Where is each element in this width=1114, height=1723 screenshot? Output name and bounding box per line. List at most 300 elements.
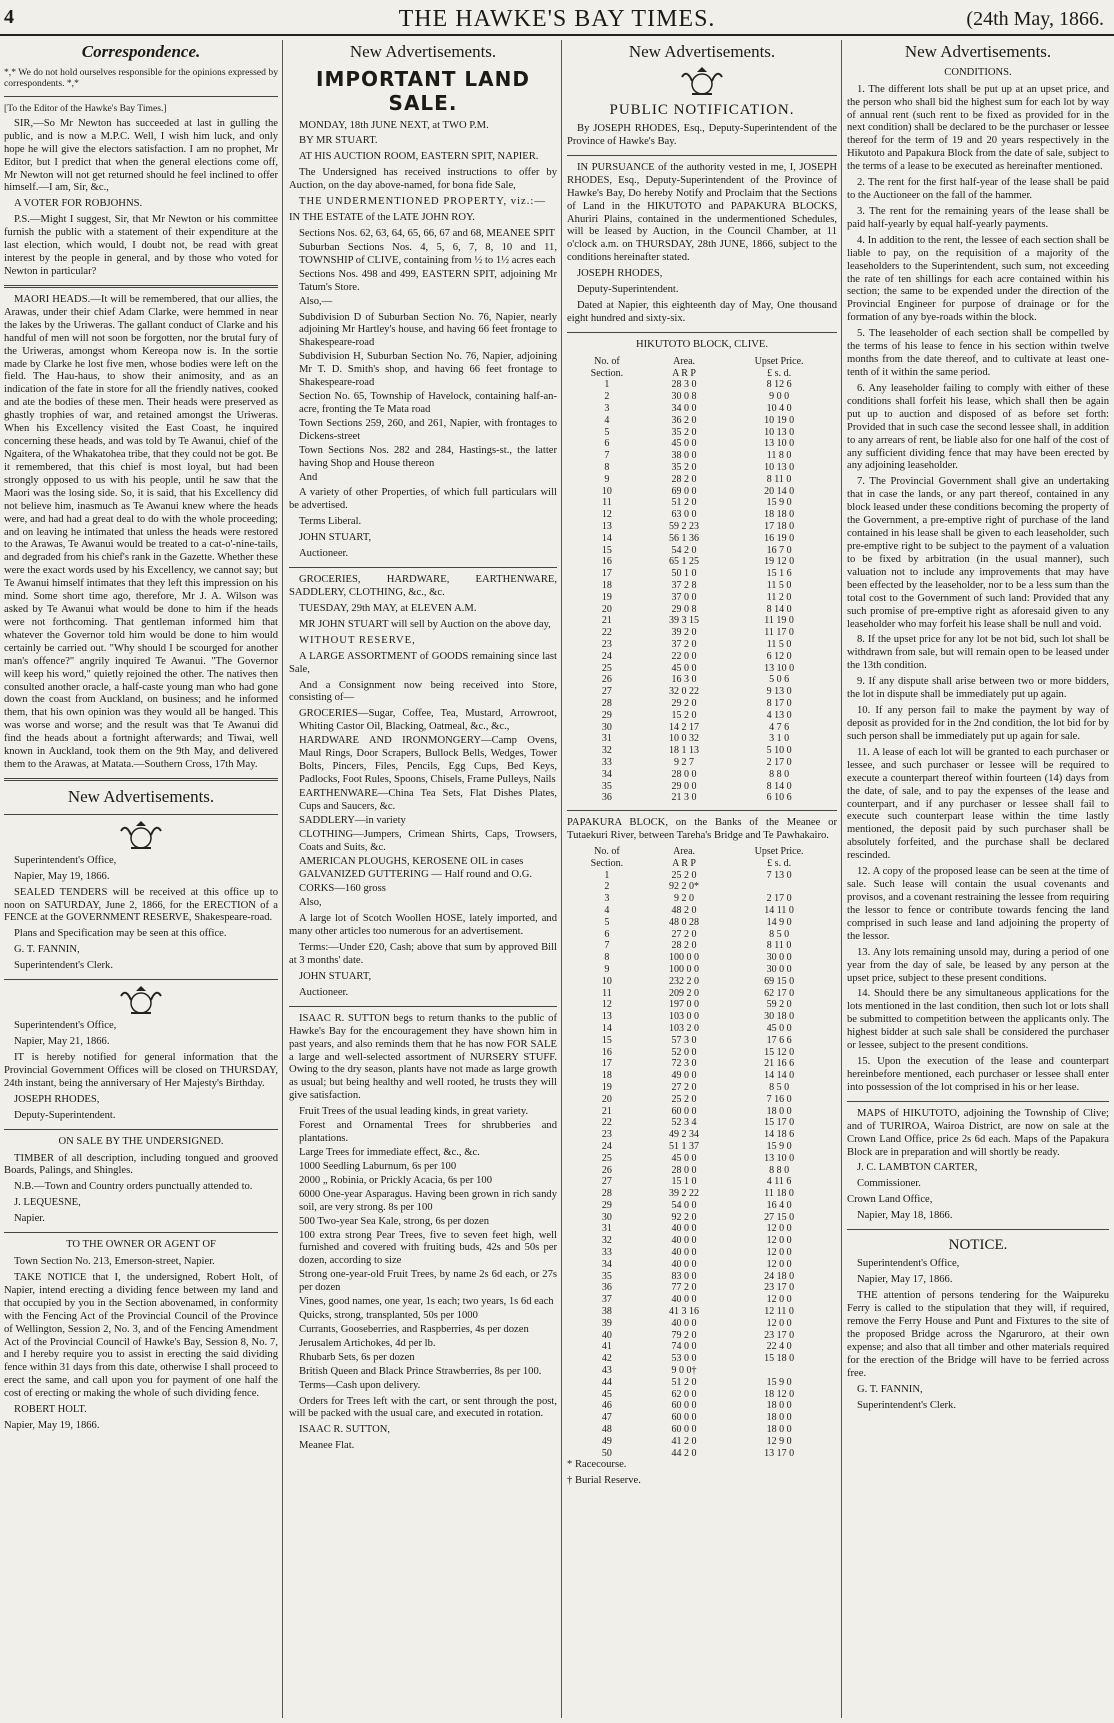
table-cell: 4 11 6 [766, 1176, 792, 1188]
column-header: Section. [590, 857, 624, 869]
table-cell: 209 2 0 [669, 987, 700, 999]
table-cell: 10 [601, 975, 612, 987]
table-row [567, 952, 837, 964]
tender-office: Superintendent's Office, [14, 854, 117, 866]
table-row [567, 1294, 837, 1306]
table-cell: 27 [601, 686, 612, 698]
table-row [567, 1436, 837, 1448]
table-cell: 232 2 0 [669, 975, 700, 987]
letter-body: SIR,—So Mr Newton has succeeded at last in gulling the public, and is now a M.P.C. Well, I wish him luck, and only hope he will give the electors satisfaction. I am no prophet, Mr Editor, but I predict that when the general elections come off, Mr Newton will not get returned should he feel inclined to offer himself.—I am, Sir, &c., [4, 117, 278, 194]
table-cell: 72 3 0 [671, 1058, 697, 1070]
table-cell: 5 10 0 [766, 745, 792, 757]
timber-sale-place: Napier. [14, 1213, 45, 1225]
table-cell: 10 [601, 485, 612, 497]
notice-body: THE attention of persons tendering for the Waipureku Ferry is called to the stipulation that they will, if required, remove the Ferry House and Punt and Fixtures to the site of the proposed Bridge across the Ngaruroro, at their own expense; and also that all timber and other materials required for the erection of the Bridge will have to be ferried across free. [847, 1290, 1109, 1379]
list-item: HARDWARE AND IRONMONGERY—Camp Ovens, Maul Rings, Door Scrapers, Bullock Bells, Wedges, Tower Bolts, Pincers, Files, Pencils, Egg Cups, Bed Keys, Padlocks, Foot Rules, Spoons, Chisels, Frame Pulleys, Nails [299, 735, 557, 785]
papakura-rows [567, 870, 837, 1460]
list-item: Rhubarb Sets, 6s per dozen [299, 1351, 415, 1363]
table-cell: 11 8 0 [766, 450, 792, 462]
table-row [567, 674, 837, 686]
table-cell: 28 0 0 [671, 768, 697, 780]
table-cell: 24 [601, 650, 612, 662]
table-row [567, 663, 837, 675]
table-cell: 23 17 0 [764, 1329, 795, 1341]
table-cell: 4 7 6 [769, 721, 790, 733]
table-cell: 35 [601, 780, 612, 792]
table-cell: 4 13 0 [766, 709, 792, 721]
groceries-also: Also, [299, 897, 322, 909]
groceries-intro: MR JOHN STUART will sell by Auction on the above day, [299, 618, 551, 630]
table-cell: 13 10 0 [764, 1152, 795, 1164]
table-cell: 16 [601, 1046, 612, 1058]
table-row [567, 651, 837, 663]
groceries-terms: Terms:—Under £20, Cash; above that sum by approved Bill at 3 months' date. [289, 942, 557, 966]
table-cell: 20 [601, 603, 612, 615]
list-item: 500 Two-year Sea Kale, strong, 6s per dozen [299, 1215, 489, 1227]
table-cell: 38 0 0 [671, 450, 697, 462]
table-cell: 10 13 0 [764, 462, 795, 474]
owner-notice-date: Napier, May 19, 1866. [4, 1420, 100, 1432]
column-header: Area. [673, 845, 696, 857]
royal-crest-icon [116, 986, 166, 1016]
table-row [567, 722, 837, 734]
table-cell: 9 0 0 [769, 391, 790, 403]
table-cell: 40 0 0 [671, 1235, 697, 1247]
table-row [567, 1117, 837, 1129]
table-row [567, 391, 837, 403]
table-cell: 41 [601, 1341, 612, 1353]
table-cell: 17 18 0 [764, 521, 795, 533]
table-cell: 54 2 0 [671, 544, 697, 556]
land-sale-location: AT HIS AUCTION ROOM, EASTERN SPIT, NAPIER. [299, 151, 539, 163]
table-row [567, 415, 837, 427]
table-cell: 37 2 8 [671, 580, 697, 591]
table-cell: 17 [601, 1058, 612, 1070]
table-cell: 24 [601, 1140, 612, 1152]
table-row [567, 1106, 837, 1118]
column-2 [289, 40, 557, 1718]
divider [4, 778, 278, 781]
new-advertisements-heading: New Advertisements. [904, 42, 1052, 61]
condition-item: 12. A copy of the proposed lease can be seen at the time of sale. Such lease will contain the usual covenants and provisos, and a covenant restraining the lessee from requiring the lessor to fence or contribute towards fencing the land comprised in such lease and land adjoining the property of the lessor. [847, 866, 1109, 942]
condition-item: 10. If any person fail to make the payment by way of deposit as provided for in the 2nd condition, the lot bid for by such person shall be immediately put up again for sale. [847, 705, 1109, 742]
list-item: CLOTHING—Jumpers, Crimean Shirts, Caps, Trowsers, Coats and Suits, &c. [299, 828, 557, 853]
table-cell: 8 14 0 [766, 780, 792, 792]
column-4 [847, 40, 1109, 1718]
land-sale-variety: A variety of other Properties, of which full particulars will be advertised. [289, 487, 557, 512]
land-sale-signature-title: Auctioneer. [299, 548, 349, 560]
list-item: British Queen and Black Prince Strawberries, 8s per 100. [299, 1365, 542, 1377]
table-row [567, 745, 837, 757]
table-cell: 14 18 6 [764, 1129, 795, 1141]
list-item: Sections Nos. 498 and 499, EASTERN SPIT, adjoining Mr Tatum's Store. [299, 268, 557, 293]
table-cell: 11 [602, 497, 612, 509]
table-cell: 15 1 6 [766, 568, 792, 580]
list-item: Subdivision H, Suburban Section No. 76, Napier, adjoining Mr T. D. Smith's shop, and having 66 feet frontage to Shakespeare-road [299, 351, 557, 389]
table-cell: 48 0 28 [669, 916, 700, 928]
table-cell: 29 2 0 [671, 697, 697, 709]
table-cell: 26 [601, 1164, 612, 1176]
table-cell: 15 [601, 1034, 612, 1046]
table-cell: 35 [601, 1270, 612, 1282]
table-row [567, 545, 837, 557]
table-row [567, 1400, 837, 1412]
tender-plans: Plans and Specification may be seen at this office. [14, 928, 227, 940]
table-cell: 3 [604, 893, 610, 905]
table-row [567, 733, 837, 745]
table-cell: 29 [601, 709, 612, 721]
footnote-burial-reserve: † Burial Reserve. [567, 1475, 641, 1487]
land-sale-date: MONDAY, 18th JUNE NEXT, at TWO P.M. [299, 119, 489, 131]
table-cell: 51 2 0 [671, 497, 697, 509]
tender-signature-title: Superintendent's Clerk. [14, 960, 114, 972]
table-row [567, 379, 837, 391]
table-row [567, 757, 837, 769]
table-cell: 45 0 0 [766, 1022, 792, 1034]
table-cell: 33 [601, 756, 612, 768]
table-cell: 39 2 22 [669, 1188, 700, 1200]
table-cell: 28 2 0 [671, 473, 697, 485]
new-advertisements-heading: New Advertisements. [67, 787, 215, 807]
divider [289, 567, 557, 568]
table-cell: 59 2 23 [669, 521, 700, 533]
table-cell: 14 9 0 [766, 916, 792, 928]
table-cell: 15 9 0 [766, 497, 792, 509]
table-row [567, 781, 837, 793]
table-cell: 40 0 0 [671, 1223, 697, 1235]
table-row [567, 1082, 837, 1094]
correspondence-heading: Correspondence. [81, 42, 201, 61]
table-row [567, 999, 837, 1011]
table-cell: 13 10 0 [764, 662, 795, 674]
table-row [567, 474, 837, 486]
table-row [567, 870, 837, 882]
table-row [567, 1165, 837, 1177]
table-cell: 18 0 0 [766, 1400, 792, 1412]
table-row [567, 1188, 837, 1200]
table-cell: 38 [601, 1306, 612, 1318]
column-rule [841, 40, 842, 1718]
table-cell: 19 12 0 [764, 556, 795, 568]
table-cell: 20 [601, 1093, 612, 1105]
table-cell: 79 2 0 [671, 1329, 697, 1341]
table-cell: 23 17 0 [764, 1282, 795, 1294]
table-cell: 60 0 0 [671, 1412, 697, 1424]
table-cell: 13 17 0 [764, 1447, 795, 1459]
timber-sale-heading: ON SALE BY THE UNDERSIGNED. [58, 1135, 224, 1147]
holiday-signature: JOSEPH RHODES, [14, 1093, 100, 1105]
table-cell: 11 5 0 [766, 580, 792, 591]
table-cell: 35 2 0 [671, 426, 697, 438]
table-cell: 20 14 0 [764, 485, 795, 497]
table-cell: 16 7 0 [766, 544, 792, 556]
table-cell: 92 2 0* [669, 881, 700, 893]
list-item: 2000 „ Robinia, or Prickly Acacia, 6s per 100 [299, 1174, 492, 1186]
table-row [567, 1035, 837, 1047]
owner-notice-signature: ROBERT HOLT. [14, 1404, 87, 1416]
table-row [567, 556, 837, 568]
conditions-heading: CONDITIONS. [944, 66, 1012, 78]
table-cell: 30 [601, 1211, 612, 1223]
table-cell: 25 [601, 1152, 612, 1164]
table-cell: 48 2 0 [671, 904, 697, 916]
table-cell: 8 [604, 952, 610, 964]
table-cell: 39 [601, 1317, 612, 1329]
table-cell: 83 0 0 [671, 1270, 697, 1282]
table-row [567, 533, 837, 545]
table-cell: 21 16 6 [764, 1058, 795, 1070]
table-cell: 11 [602, 987, 612, 999]
royal-crest-icon [116, 821, 166, 851]
column-header: Upset Price. [754, 845, 804, 857]
table-cell: 28 0 0 [671, 1164, 697, 1176]
table-row [567, 1247, 837, 1259]
table-cell: 3 [604, 403, 610, 415]
holiday-signature-title: Deputy-Superintendent. [14, 1109, 116, 1121]
groceries-hose: A large lot of Scotch Woollen HOSE, lately imported, and many other articles too numerous for an advertisement. [289, 913, 557, 938]
table-row [567, 1282, 837, 1294]
table-cell: 16 [601, 556, 612, 568]
table-cell: 32 [601, 1235, 612, 1247]
table-cell: 39 3 15 [669, 615, 700, 627]
table-cell: 27 2 0 [671, 928, 697, 940]
table-row [567, 1353, 837, 1365]
royal-crest-icon [677, 67, 727, 97]
table-cell: 2 [604, 881, 610, 893]
list-item: Currants, Gooseberries, and Raspberries, 4s per dozen [299, 1323, 529, 1335]
divider [289, 1006, 557, 1007]
table-cell: 46 [601, 1400, 612, 1412]
table-cell: 1 [604, 379, 610, 391]
sutton-terms: Terms—Cash upon delivery. [299, 1379, 421, 1391]
table-row [567, 710, 837, 722]
table-cell: 62 0 0 [671, 1388, 697, 1400]
condition-item: 11. A lease of each lot will be granted to each purchaser or lessee, and such purchaser or lessee will be required to execute a counterpart thereof within fourteen (14) days from the date, of sale, and to pay the expenses of the lease and counterpart, and if any purchaser or lessee shall fail to execute such counterpart lease within the time lastly mentioned, the deposit paid by such purchaser shall be absolutely forfeited, and the purchase shall be declared rescinded. [847, 746, 1109, 862]
condition-item: 5. The leaseholder of each section shall be compelled by the terms of his lease to fence in his section within twelve months from the date thereof, and to cultivate at least one-tenth of it within the same period. [847, 328, 1109, 379]
table-cell: 41 2 0 [671, 1435, 697, 1447]
column-header: £ s. d. [767, 857, 792, 869]
table-cell: 4 [604, 414, 610, 426]
owner-notice-heading: TO THE OWNER OR AGENT OF [66, 1239, 216, 1251]
hikutoto-table [567, 356, 837, 804]
table-cell: 21 3 0 [671, 792, 697, 804]
table-cell [721, 881, 837, 893]
table-cell: 11 17 0 [764, 627, 794, 639]
table-cell: 8 [604, 462, 610, 474]
table-cell: 45 0 0 [671, 662, 697, 674]
sutton-body: ISAAC R. SUTTON begs to return thanks to the public of Hawke's Bay for the encouragement they have shown him in past years, and also reminds them that he has now FOR SALE a large and well-selected assortment of NURSERY STUFF. Owing to the dry season, plants have not made as large growth as usual; but being healthy and well rooted, he trusts they will give satisfaction. [289, 1012, 557, 1102]
table-cell: 31 [601, 1223, 612, 1235]
table-cell: 8 11 0 [766, 940, 792, 952]
timber-sale-signature: J. LEQUESNE, [14, 1197, 81, 1209]
public-notification-heading: PUBLIC NOTIFICATION. [609, 101, 795, 118]
list-item: SADDLERY—in variety [299, 814, 406, 826]
table-cell: 14 2 17 [669, 721, 700, 733]
table-cell: 92 2 0 [671, 1211, 697, 1223]
table-row [567, 1141, 837, 1153]
land-sale-terms: Terms Liberal. [299, 516, 362, 528]
table-row [567, 1058, 837, 1070]
table-cell: 13 [601, 521, 612, 533]
table-cell: 23 [601, 1129, 612, 1141]
table-cell: 30 0 8 [671, 391, 697, 403]
table-cell: 12 [601, 509, 612, 521]
table-row [567, 893, 837, 905]
papakura-heading: PAPAKURA BLOCK, on the Banks of the Meanee or Tutaekuri River, between Tareha's Bridge and Te Pawhakairo. [567, 817, 837, 842]
table-cell: 5 [604, 426, 610, 438]
table-cell: 15 1 0 [671, 1176, 697, 1188]
table-row [567, 1047, 837, 1059]
groceries-signature-title: Auctioneer. [299, 986, 349, 998]
divider [567, 155, 837, 156]
table-cell: 33 [601, 1247, 612, 1259]
table-cell: 11 19 0 [764, 615, 794, 627]
table-cell: 8 5 0 [769, 1081, 790, 1093]
table-cell: 28 [601, 697, 612, 709]
table-cell: 15 12 0 [764, 1046, 795, 1058]
column-header: No. of [594, 845, 620, 857]
table-cell: 4 [604, 904, 610, 916]
table-row [567, 1341, 837, 1353]
table-row [567, 1424, 837, 1436]
hikutoto-heading: HIKUTOTO BLOCK, CLIVE. [635, 338, 769, 350]
table-cell: 26 [601, 674, 612, 686]
list-item: GROCERIES—Sugar, Coffee, Tea, Mustard, Arrowroot, Whiting Castor Oil, Blacking, Oatmeal, &c., &c., [299, 708, 557, 733]
table-cell: 25 [601, 662, 612, 674]
land-sale-by: BY MR STUART. [299, 135, 378, 147]
table-row [567, 1330, 837, 1342]
condition-item: 2. The rent for the first half-year of the lease shall be paid to the Auctioneer on the fall of the hammer. [847, 177, 1109, 202]
table-cell: 5 0 6 [769, 674, 790, 686]
table-cell: 56 1 36 [669, 532, 700, 544]
table-cell: 17 [601, 568, 612, 580]
table-cell: 12 [601, 999, 612, 1011]
table-cell: 15 9 0 [766, 1140, 792, 1152]
table-cell: 41 3 16 [669, 1306, 700, 1318]
list-item: EARTHENWARE—China Tea Sets, Flat Dishes Plates, Cups and Saucers, &c. [299, 787, 557, 812]
public-notification-signature: JOSEPH RHODES, [577, 268, 663, 280]
table-row [567, 698, 837, 710]
table-cell: 10 4 0 [766, 403, 792, 415]
column-header: No. of [594, 355, 620, 367]
table-cell: 22 4 0 [766, 1341, 792, 1353]
land-sale-property: THE UNDERMENTIONED PROPERTY, viz.:— [299, 196, 546, 208]
table-cell: 10 19 0 [764, 414, 795, 426]
table-row [567, 462, 837, 474]
table-row [567, 1377, 837, 1389]
table-cell: 37 2 0 [671, 638, 697, 650]
table-cell: 18 0 0 [766, 1105, 792, 1117]
table-cell: 21 [601, 1105, 612, 1117]
table-cell: 59 2 0 [766, 999, 792, 1011]
groceries-heading: GROCERIES, HARDWARE, EARTHENWARE, SADDLERY, CLOTHING, &c., &c. [289, 574, 557, 599]
table-cell: 54 0 0 [671, 1199, 697, 1211]
table-cell: 8 5 0 [769, 928, 790, 940]
table-cell: 34 0 0 [671, 403, 697, 415]
table-cell: 9 [604, 473, 610, 485]
table-cell: 22 0 0 [671, 650, 697, 662]
table-cell: 30 0 0 [766, 952, 792, 964]
table-cell: 16 4 0 [766, 1199, 792, 1211]
table-row [567, 1129, 837, 1141]
table-cell: 12 0 0 [766, 1247, 792, 1259]
divider [4, 979, 278, 980]
table-row [567, 1412, 837, 1424]
table-cell: 18 12 0 [764, 1388, 795, 1400]
condition-item: 1. The different lots shall be put up at an upset price, and the person who shall bid the highest sum for each lot by way of annual rent (such rent to be fixed as provided for in the next condition) shall be declared to be the purchaser or lessee thereof for the term of 19 and 20 years respectively in the Hikutoto and Papakura Block from the date of sale, subject to the terms of a lease to be executed as hereinafter mentioned. [847, 83, 1109, 173]
table-cell: 27 15 0 [764, 1211, 795, 1223]
table-cell: 40 [601, 1329, 612, 1341]
table-row [567, 1365, 837, 1377]
list-item: Jerusalem Artichokes, 4d per lb. [299, 1337, 436, 1349]
list-item: 1000 Seedling Laburnum, 6s per 100 [299, 1160, 457, 1172]
table-cell: 52 3 4 [671, 1117, 697, 1129]
table-cell: 35 2 0 [671, 462, 697, 474]
table-cell: 7 [604, 940, 610, 952]
public-notification-body: IN PURSUANCE of the authority vested in me, I, JOSEPH RHODES, Esq., Deputy-Superintendent of the Province of Hawke's Bay, Do hereby Notify and Proclaim that the Sections of Land in the HIKUTOTO and PAPAKURA BLOCKS, Ahuriri Plains, contained in the undermentioned Schedules, will be leased by Auction, in the Council Chamber, at 11 o'clock a.m. on THURSDAY, 28th JUNE, 1866, subject to the conditions hereinafter stated. [567, 161, 837, 264]
table-cell: 22 [601, 627, 612, 639]
table-row [567, 1176, 837, 1188]
table-cell: 34 [601, 768, 612, 780]
table-cell: 2 [604, 391, 610, 403]
table-cell: 34 [601, 1258, 612, 1270]
table-cell: 13 10 0 [764, 438, 795, 450]
table-cell: 60 0 0 [671, 1105, 697, 1117]
table-cell: 100 0 0 [669, 963, 700, 975]
table-cell: 17 6 6 [766, 1034, 792, 1046]
divider [567, 332, 837, 333]
timber-sale-body: TIMBER of all description, including tongued and grooved Boards, Palings, and Shingles. [4, 1152, 278, 1177]
notice-signature: G. T. FANNIN, [857, 1383, 923, 1395]
table-cell: 1 [604, 869, 610, 881]
new-advertisements-heading: New Advertisements. [349, 42, 497, 61]
public-notification-dated: Dated at Napier, this eighteenth day of May, One thousand eight hundred and sixty-six. [567, 300, 837, 325]
table-row [567, 450, 837, 462]
table-cell: 15 18 0 [764, 1353, 795, 1365]
table-cell: 15 9 0 [766, 1376, 792, 1388]
column-3 [567, 40, 837, 1718]
table-cell: 37 [601, 1294, 612, 1306]
table-cell: 14 11 0 [764, 904, 794, 916]
letter-postscript: P.S.—Might I suggest, Sir, that Mr Newton or his committee furnish the public with a statement of their expenditure at the last election, which would, I doubt not, be read with great interest by the people in general, and by those who voted for Newton in particular? [4, 214, 278, 277]
table-cell: 22 [601, 1117, 612, 1129]
table-cell: 19 [601, 1081, 612, 1093]
table-row [567, 604, 837, 616]
tender-body: SEALED TENDERS will be received at this office up to noon on SATURDAY, June 2, 1866, for the ERECTION of a FENCE at the GOVERNMENT RESERVE, Shakespeare-road. [4, 886, 278, 924]
divider [4, 814, 278, 815]
column-rule [282, 40, 283, 1718]
table-cell: 40 0 0 [671, 1247, 697, 1259]
table-cell: 6 10 6 [766, 792, 792, 804]
table-cell: 52 0 0 [671, 1046, 697, 1058]
column-header: Section. [590, 367, 624, 379]
table-cell: 27 2 0 [671, 1081, 697, 1093]
table-cell [721, 1365, 837, 1377]
table-row [567, 639, 837, 651]
land-sale-and: And [299, 471, 318, 483]
table-cell: 50 [601, 1447, 612, 1459]
table-row [567, 1448, 837, 1460]
land-sale-signature: JOHN STUART, [299, 532, 372, 544]
footnote-racecourse: * Racecourse. [567, 1459, 627, 1471]
table-cell: 18 [601, 580, 612, 591]
table-cell: 51 1 37 [669, 1140, 700, 1152]
table-cell: 25 2 0 [671, 869, 697, 881]
newspaper-title: THE HAWKE'S BAY TIMES. [398, 6, 716, 32]
land-sale-instructions: The Undersigned has received instructions to offer by Auction, on the day above-named, for bona fide Sale, [289, 167, 557, 192]
table-cell: 8 8 0 [769, 1164, 790, 1176]
table-cell: 28 [601, 1188, 612, 1200]
